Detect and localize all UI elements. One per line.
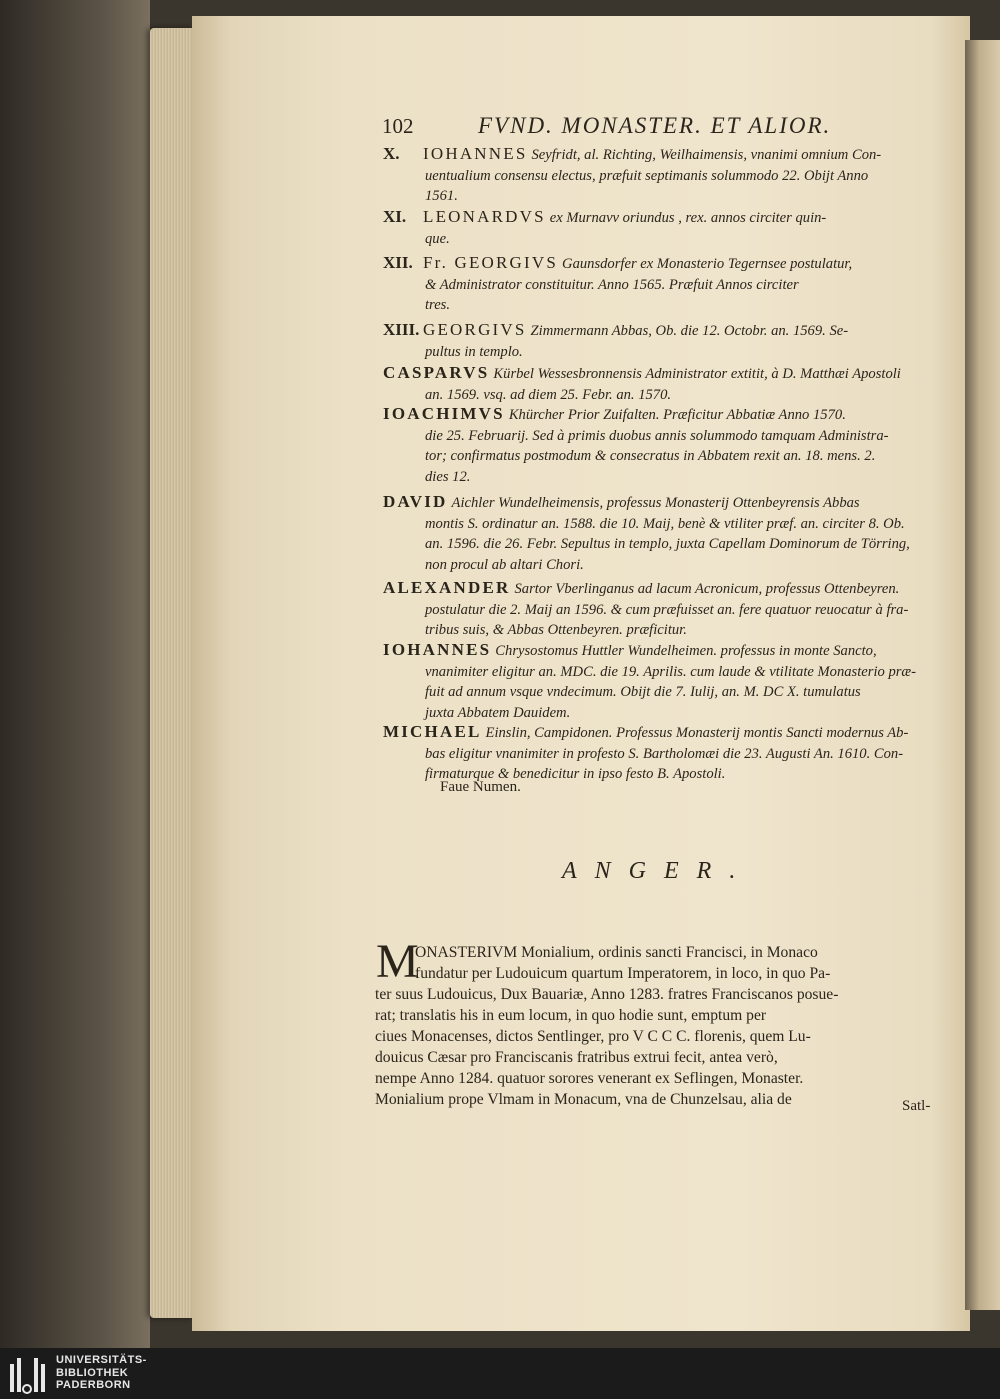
entry-line <box>383 555 963 576</box>
abbot-entry <box>383 320 963 362</box>
entry-text: Zimmermann Abbas, Ob. die 12. Octobr. an. 1569. Se- <box>530 323 849 339</box>
library-logo-icon <box>8 1354 46 1394</box>
entry-text: tribus suis, & Abbas Ottenbeyren. præficitur. <box>425 622 687 638</box>
entry-line <box>383 578 963 600</box>
abbot-entry <box>383 253 963 316</box>
entry-text: Einslin, Campidonen. Professus Monasterij montis Sancti modernus Ab- <box>485 725 909 741</box>
entry-text: Chrysostomus Huttler Wundelheimen. professus in monte Sancto, <box>495 643 877 659</box>
abbot-entry <box>383 578 963 641</box>
entry-number: XI. <box>383 207 407 226</box>
entry-text: an. 1596. die 26. Febr. Sepultus in templo, juxta Capellam Dominorum de Törring, <box>425 536 910 552</box>
footer-bar <box>0 1348 1000 1399</box>
entry-name: IOHANNES <box>383 640 492 659</box>
entry-line <box>383 295 963 316</box>
entry-line <box>383 342 963 363</box>
entry-line <box>383 722 963 744</box>
section-title: ANGER. <box>562 858 754 884</box>
abbot-entry <box>383 363 963 405</box>
entry-line <box>383 253 963 275</box>
entry-text: Sartor Vberlinganus ad lacum Acronicum, professus Ottenbeyren. <box>514 581 900 597</box>
entry-text: juxta Abbatem Dauidem. <box>425 704 571 721</box>
entry-number: XII. <box>383 253 413 272</box>
entry-text: uentualium consensu electus, præfuit septimanis solummodo 22. Obijt Anno <box>425 167 869 184</box>
facing-page-edge <box>965 40 1000 1310</box>
entry-line <box>383 426 963 447</box>
entry-text: tor; confirmatus postmodum & consecratus in Abbatem rexit an. 18. mens. 2. <box>425 448 876 464</box>
body-line: ONASTERIVM Monialium, ordinis sancti Francisci, in Monaco <box>415 944 818 961</box>
entry-line <box>383 207 963 229</box>
page-header <box>382 112 902 148</box>
entry-text: que. <box>425 230 450 247</box>
drop-capital: M <box>376 935 419 988</box>
entry-line <box>383 682 963 703</box>
section-body <box>375 935 960 1110</box>
body-line: douicus Cæsar pro Franciscanis fratribus extrui fecit, antea verò, <box>375 1049 778 1066</box>
entry-line <box>383 600 963 621</box>
entry-text: ex Murnavv oriundus , rex. annos circiter quin- <box>549 210 827 226</box>
entry-text: Kürbel Wessesbronnensis Administrator extitit, à D. Matthæi Apostoli <box>493 366 901 382</box>
catchword: Satl- <box>902 1098 931 1114</box>
library-line: UNIVERSITÄTS- <box>56 1354 147 1366</box>
entry-text: 1561. <box>425 188 458 204</box>
entry-text: bas eligitur vnanimiter in profesto S. Bartholomæi die 23. Augusti An. 1610. Con- <box>425 745 904 762</box>
body-line: nempe Anno 1284. quatuor sorores venerant ex Seflingen, Monaster. <box>375 1070 804 1087</box>
body-line: ter suus Ludouicus, Dux Bauariæ, Anno 1283. fratres Franciscanos posue- <box>375 986 839 1003</box>
entry-text: postulatur die 2. Maij an 1596. & cum præfuisset an. fere quatuor reuocatur à fra- <box>425 601 909 618</box>
entry-text: dies 12. <box>425 468 471 485</box>
body-line: fundatur per Ludouicum quartum Imperatorem, in loco, in quo Pa- <box>415 965 831 982</box>
entry-text: Aichler Wundelheimensis, professus Monasterij Ottenbeyrensis Abbas <box>451 495 860 511</box>
entry-line <box>383 385 963 406</box>
entry-line <box>383 744 963 765</box>
entry-text: fuit ad annum vsque vndecimum. Obijt die 7. Iulij, an. M. DC X. tumulatus <box>425 684 861 700</box>
entry-line <box>383 166 963 187</box>
entry-text: tres. <box>425 297 450 313</box>
entry-line <box>383 467 963 488</box>
entry-number: X. <box>383 144 400 163</box>
entry-name: CASPARVS <box>383 363 490 382</box>
body-line: Monialium prope Vlmam in Monacum, vna de Chunzelsau, alia de <box>375 1091 792 1108</box>
binding-shadow <box>0 0 150 1348</box>
entry-number: XIII. <box>383 320 420 339</box>
entry-text: an. 1569. vsq. ad diem 25. Febr. an. 1570. <box>425 386 672 403</box>
page-number: 102 <box>382 114 414 138</box>
entry-line <box>383 144 963 166</box>
entry-line <box>383 186 963 207</box>
entry-line <box>383 620 963 641</box>
abbot-entry <box>383 722 963 785</box>
entry-line <box>383 640 963 662</box>
entry-text: pultus in templo. <box>425 343 523 360</box>
signoff: Faue Numen. <box>440 779 521 795</box>
entry-line <box>383 275 963 296</box>
entry-text: Gaunsdorfer ex Monasterio Tegernsee postulatur, <box>562 256 853 272</box>
entry-line <box>383 320 963 342</box>
entry-line <box>383 492 963 514</box>
entry-text: Seyfridt, al. Richting, Weilhaimensis, vnanimi omnium Con- <box>531 147 882 163</box>
entry-line <box>383 404 963 426</box>
abbot-entry <box>383 404 963 487</box>
entry-name: IOHANNES <box>423 144 528 163</box>
library-line: BIBLIOTHEK <box>56 1366 129 1379</box>
page-edges <box>150 28 195 1318</box>
running-title: FVND. MONASTER. ET ALIOR. <box>478 113 832 138</box>
entry-line <box>383 363 963 385</box>
entry-line <box>383 662 963 683</box>
entry-line <box>383 514 963 535</box>
abbot-entry <box>383 144 963 207</box>
body-line: rat; translatis his in eum locum, in quo hodie sunt, emptum per <box>375 1007 767 1024</box>
entry-text: Khürcher Prior Zuifalten. Præficitur Abbatiæ Anno 1570. <box>508 407 846 423</box>
library-line: PADERBORN <box>56 1379 131 1391</box>
entry-line <box>383 446 963 467</box>
entry-text: firmaturque & benedicitur in ipso festo B. Apostoli. <box>425 766 726 782</box>
library-name <box>56 1354 147 1392</box>
entry-name: ALEXANDER <box>383 578 511 597</box>
entry-text: vnanimiter eligitur an. MDC. die 19. Aprilis. cum laude & vtilitate Monasterio præ- <box>425 663 917 680</box>
abbot-entry <box>383 640 963 723</box>
entry-name: MICHAEL <box>383 722 482 741</box>
abbot-entry <box>383 492 963 575</box>
body-line: ciues Monacenses, dictos Sentlinger, pro V C C C. florenis, quem Lu- <box>375 1028 811 1045</box>
entry-line <box>383 703 963 724</box>
entry-text: non procul ab altari Chori. <box>425 556 584 573</box>
entry-name: Fr. GEORGIVS <box>423 253 559 272</box>
entry-text: & Administrator constituitur. Anno 1565. Præfuit Annos circiter <box>425 276 799 293</box>
entry-text: montis S. ordinatur an. 1588. die 10. Maij, benè & vtiliter præf. an. circiter 8. Ob. <box>425 515 905 532</box>
entry-name: IOACHIMVS <box>383 404 505 423</box>
abbot-entry <box>383 207 963 249</box>
entry-name: GEORGIVS <box>423 320 527 339</box>
entry-line <box>383 534 963 555</box>
entry-name: DAVID <box>383 492 448 511</box>
entry-line <box>383 229 963 250</box>
entry-name: LEONARDVS <box>423 207 546 226</box>
entry-text: die 25. Februarij. Sed à primis duobus annis solummodo tamquam Administra- <box>425 427 889 444</box>
